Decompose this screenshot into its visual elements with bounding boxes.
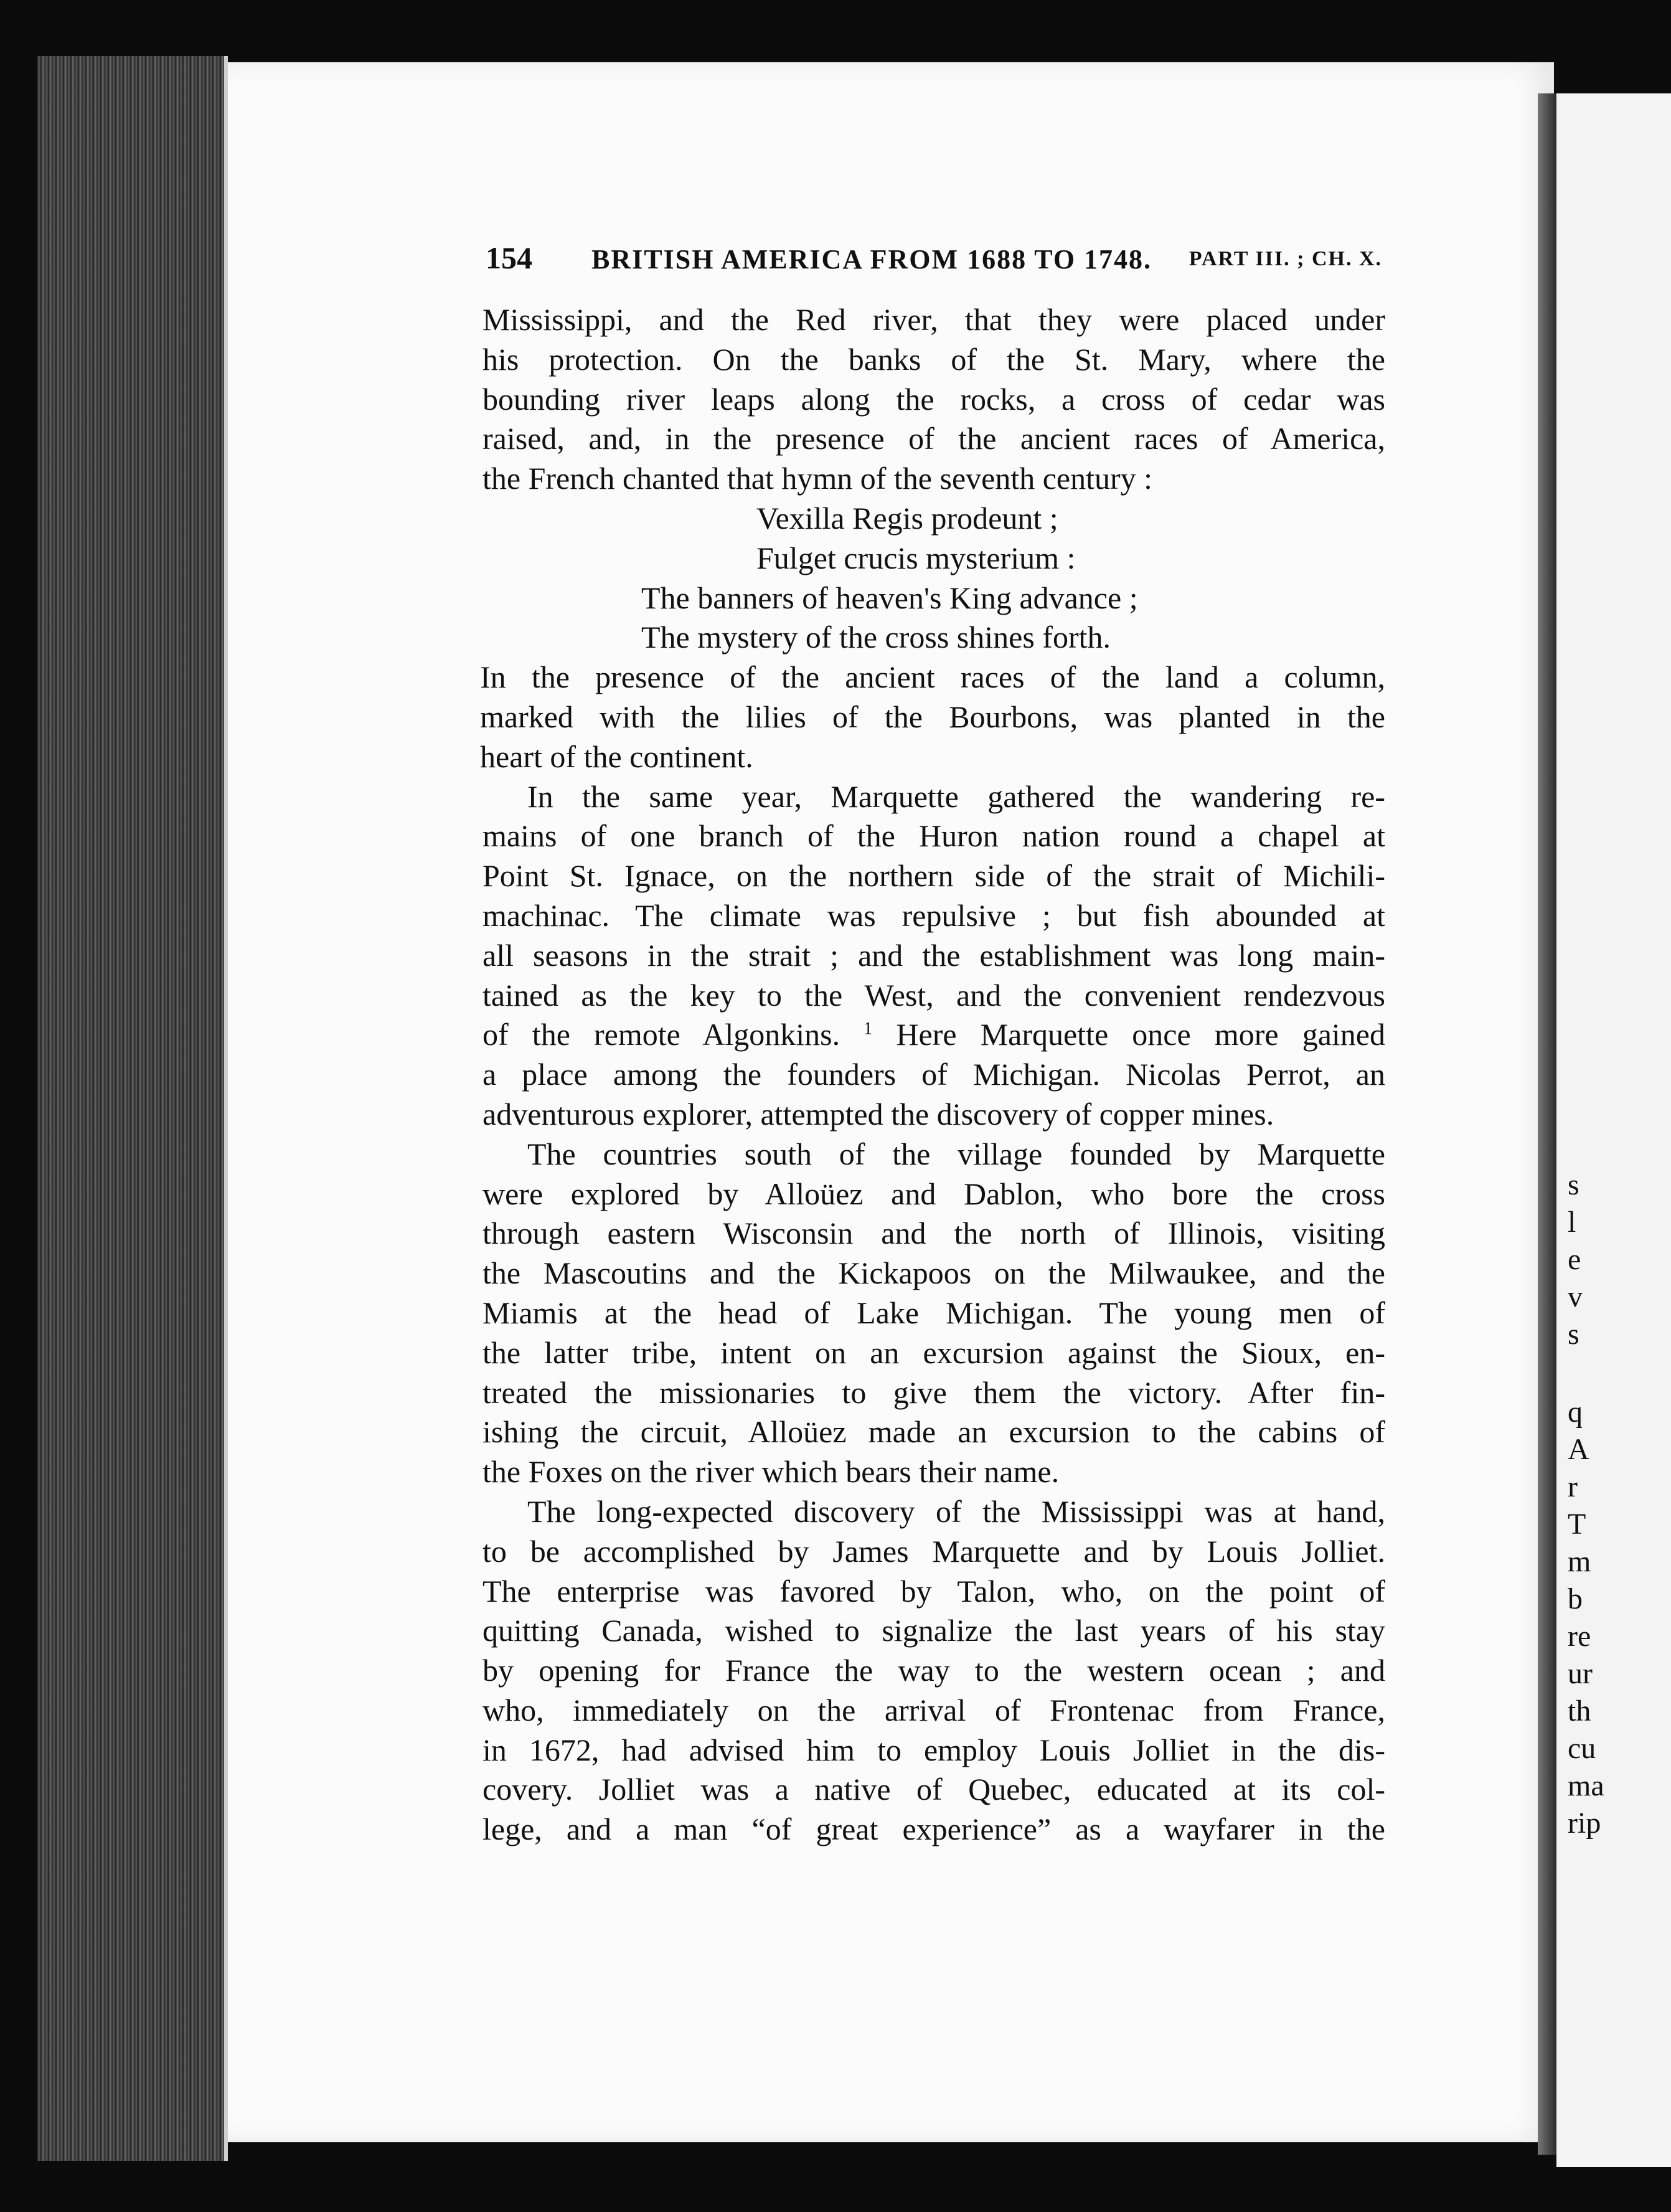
text-line: quitting Canada, wished to signalize the last years of his stay	[482, 1613, 1385, 1648]
facing-page-char: r	[1568, 1470, 1578, 1503]
text-line: through eastern Wisconsin and the north of Illinois, visiting	[482, 1216, 1385, 1251]
text-line: his protection. On the banks of the St. Mary, where the	[482, 341, 1385, 377]
facing-page-char: ur	[1568, 1657, 1593, 1690]
text-line: treated the missionaries to give them the victory. After fin-	[482, 1374, 1385, 1410]
text-line: adventurous explorer, attempted the discovery of copper mines.	[482, 1096, 1274, 1132]
paragraph	[482, 1135, 1385, 1492]
facing-page-char: e	[1568, 1243, 1581, 1276]
paragraph	[480, 658, 1385, 777]
facing-page-char: th	[1568, 1694, 1591, 1728]
verse-line: The banners of heaven's King advance ;	[641, 580, 1138, 615]
text-line: In the same year, Marquette gathered the wandering re-	[527, 778, 1385, 814]
text-line: in 1672, had advised him to employ Louis Jolliet in the dis-	[482, 1732, 1385, 1767]
text-line: In the presence of the ancient races of the land a column,	[480, 659, 1385, 695]
text-line: raised, and, in the presence of the ancient races of America,	[482, 421, 1385, 456]
text-line: to be accomplished by James Marquette and by Louis Jolliet.	[482, 1533, 1385, 1569]
facing-page-char: s	[1568, 1168, 1579, 1201]
text-line: Mississippi, and the Red river, that they were placed under	[482, 302, 1385, 337]
text-line: the French chanted that hymn of the seventh century :	[482, 461, 1153, 496]
facing-page-char: b	[1568, 1582, 1583, 1615]
hymn-verse	[482, 499, 1385, 658]
text-line: all seasons in the strait ; and the establishment was long main-	[482, 937, 1385, 973]
facing-page-char: ma	[1568, 1769, 1604, 1802]
text-line: the latter tribe, intent on an excursion against the Sioux, en-	[482, 1335, 1385, 1370]
verse-line: Fulget crucis mysterium :	[756, 540, 1076, 575]
text-line: bounding river leaps along the rocks, a cross of cedar was	[482, 381, 1385, 417]
text-line: Point St. Ignace, on the northern side of the strait of Michili-	[482, 858, 1385, 894]
text-line: The countries south of the village founded by Marquette	[527, 1136, 1385, 1171]
running-title: BRITISH AMERICA FROM 1688 TO 1748.	[591, 244, 1152, 275]
text-line: The long-expected discovery of the Mississippi was at hand,	[527, 1493, 1385, 1529]
facing-page-char: l	[1568, 1206, 1576, 1239]
page-number: 154	[486, 240, 532, 275]
text-line: lege, and a man “of great experience” as a wayfarer in the	[482, 1812, 1385, 1847]
verse-line: The mystery of the cross shines forth.	[641, 620, 1111, 655]
text-line: the Foxes on the river which bears their name.	[482, 1454, 1060, 1490]
text-line: ishing the circuit, Alloüez made an excursion to the cabins of	[482, 1414, 1385, 1450]
paragraph	[482, 777, 1385, 1135]
facing-page-char: v	[1568, 1280, 1583, 1313]
facing-page-char: m	[1568, 1545, 1591, 1578]
body-text	[482, 300, 1385, 1850]
text-line: Miamis at the head of Lake Michigan. The young men of	[482, 1295, 1385, 1330]
text-line: who, immediately on the arrival of Frontenac from France,	[482, 1692, 1385, 1728]
text-span: of the remote Algonkins.	[482, 1017, 840, 1052]
facing-page-char: rip	[1568, 1807, 1601, 1840]
footnote-reference[interactable]: 1	[864, 1019, 873, 1039]
facing-page-char: T	[1568, 1508, 1586, 1541]
verse-line: Vexilla Regis prodeunt ;	[756, 500, 1058, 536]
text-line: The enterprise was favored by Talon, who, on the point of	[482, 1573, 1385, 1609]
text-line: covery. Jolliet was a native of Quebec, educated at its col-	[482, 1772, 1385, 1807]
text-span: Here Marquette once more gained	[872, 1017, 1385, 1052]
paragraph	[482, 1492, 1385, 1850]
facing-page-char: cu	[1568, 1732, 1596, 1765]
text-line: the Mascoutins and the Kickapoos on the Milwaukee, and the	[482, 1255, 1385, 1291]
running-head	[486, 240, 1382, 277]
text-line: marked with the lilies of the Bourbons, was planted in the	[480, 699, 1385, 734]
text-line: tained as the key to the West, and the convenient rendezvous	[482, 977, 1385, 1013]
facing-page-char: A	[1568, 1433, 1589, 1466]
text-line: mains of one branch of the Huron nation round a chapel at	[482, 818, 1385, 854]
text-line: machinac. The climate was repulsive ; but fish abounded at	[482, 897, 1385, 933]
text-line: a place among the founders of Michigan. Nicolas Perrot, an	[482, 1057, 1385, 1092]
part-chapter-label: PART III. ; CH. X.	[1189, 247, 1382, 270]
text-line: were explored by Alloüez and Dablon, who bore the cross	[482, 1176, 1385, 1211]
facing-page-char: s	[1568, 1318, 1579, 1351]
page-stack-edge	[37, 56, 228, 2161]
facing-page-char: re	[1568, 1620, 1591, 1653]
text-line-with-footnote	[482, 1015, 1385, 1055]
text-line: by opening for France the way to the western ocean ; and	[482, 1653, 1385, 1688]
facing-page-fragment	[1556, 93, 1671, 2167]
facing-page-char: q	[1568, 1396, 1583, 1429]
paragraph	[482, 300, 1385, 499]
text-line: heart of the continent.	[480, 739, 753, 774]
